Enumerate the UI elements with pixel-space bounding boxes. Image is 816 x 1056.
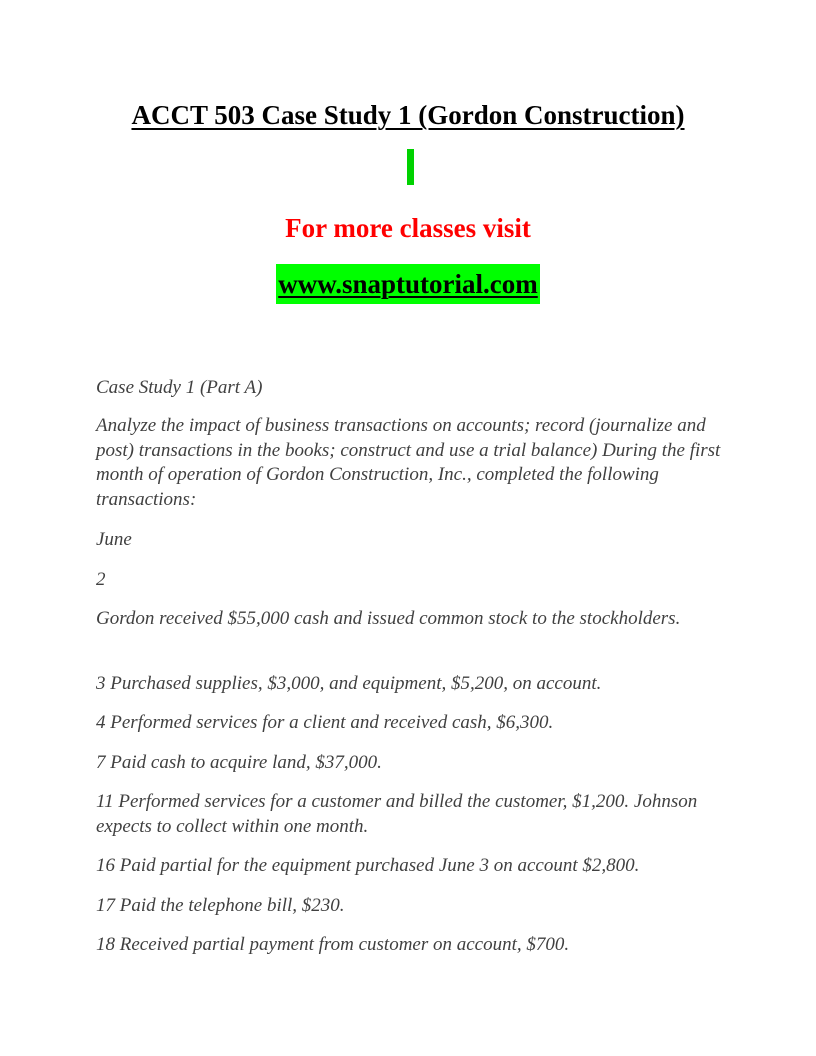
transaction-item: 11 Performed services for a customer and billed the customer, $1,200. Johnson expects to collect within one month. xyxy=(96,791,698,837)
transaction-item: 18 Received partial payment from customer on account, $700. xyxy=(96,934,570,955)
document-title-text: ACCT 503 Case Study 1 (Gordon Construction) xyxy=(131,100,685,130)
transaction-item: 3 Purchased supplies, $3,000, and equipment, $5,200, on account. xyxy=(96,673,602,694)
part-heading: Case Study 1 (Part A) xyxy=(96,377,263,398)
transaction-item: Gordon received $55,000 cash and issued common stock to the stockholders. xyxy=(96,608,681,629)
month-label: June xyxy=(96,529,132,550)
green-marker-bar xyxy=(407,149,414,185)
day-label: 2 xyxy=(96,569,106,590)
website-link-container xyxy=(0,264,816,304)
transaction-item: 4 Performed services for a client and received cash, $6,300. xyxy=(96,712,554,733)
document-title xyxy=(0,97,816,133)
transaction-item: 7 Paid cash to acquire land, $37,000. xyxy=(96,752,382,773)
promo-text: For more classes visit xyxy=(285,213,531,243)
intro-paragraph: Analyze the impact of business transactions on accounts; record (journalize and post) transactions in the books; construct and use a trial balance) During the first month of operation of Gordon Construction, Inc., completed the following transactions: xyxy=(96,415,721,510)
transaction-item: 16 Paid partial for the equipment purchased June 3 on account $2,800. xyxy=(96,855,640,876)
website-link[interactable]: www.snaptutorial.com xyxy=(276,264,540,304)
transaction-item: 17 Paid the telephone bill, $230. xyxy=(96,895,345,916)
